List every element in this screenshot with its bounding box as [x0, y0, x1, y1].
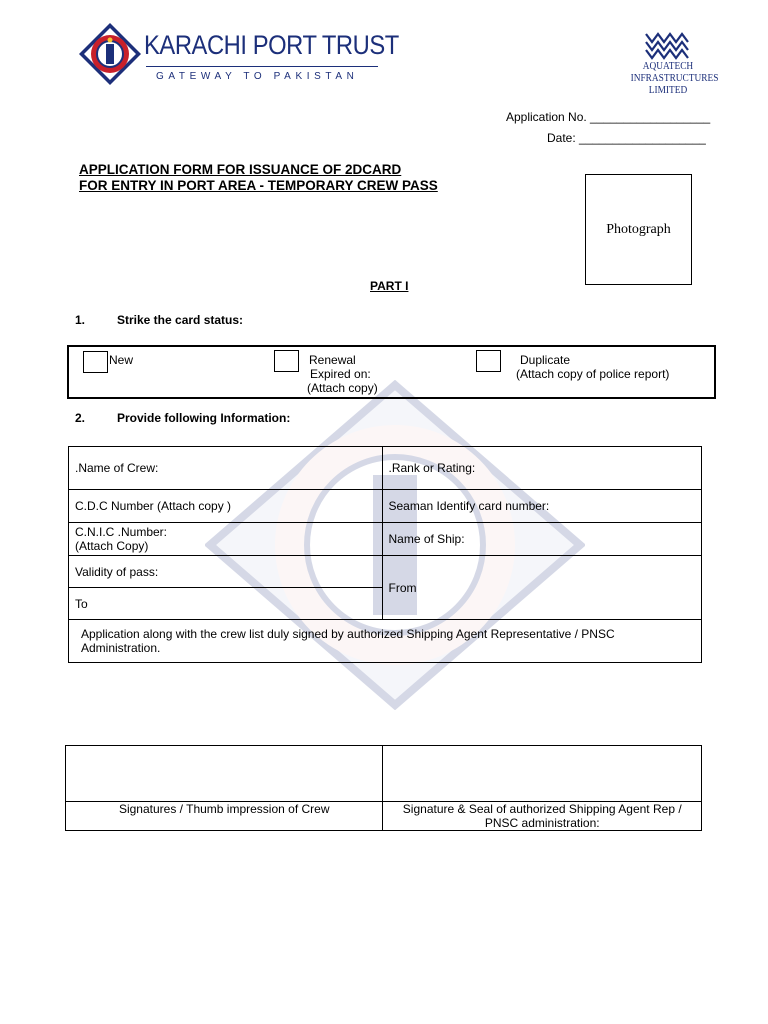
section-2-label: Provide following Information: — [117, 411, 291, 425]
kpt-logo-icon — [78, 22, 142, 86]
aquatech-logo-icon — [644, 30, 690, 60]
rank-field[interactable]: .Rank or Rating: — [382, 447, 702, 490]
crew-signature-box[interactable] — [66, 746, 383, 802]
renewal-option-label — [309, 353, 356, 367]
renewal-attach-label: (Attach copy) — [307, 381, 378, 395]
ship-name-field[interactable]: Name of Ship: — [382, 523, 702, 556]
partner-line-2: INFRASTRUCTURES — [630, 72, 719, 84]
application-number-field[interactable]: Application No. __________________ — [506, 110, 711, 124]
form-title-line-1: APPLICATION FORM FOR ISSUANCE OF 2DCARD — [79, 162, 402, 177]
agent-signature-line-1: Signature & Seal of authorized Shipping Agent Rep / — [402, 802, 682, 816]
crew-list-note: Application along with the crew list duly signed by authorized Shipping Agent Representative / PNSC Administration. — [69, 620, 702, 663]
date-field[interactable]: Date: ___________________ — [547, 131, 706, 145]
name-of-crew-field[interactable]: .Name of Crew: — [69, 447, 383, 490]
section-2-number: 2. — [75, 411, 86, 425]
agent-signature-box[interactable] — [383, 746, 702, 802]
renewal-expired-label: Expired on: — [310, 367, 371, 381]
partner-line-1: AQUATECH — [642, 60, 694, 72]
card-status-box — [67, 345, 716, 399]
photograph-label: Photograph — [606, 221, 671, 237]
agent-signature-line-2: PNSC administration: — [484, 816, 600, 830]
part-heading: PART I — [370, 279, 409, 293]
new-checkbox[interactable] — [83, 351, 108, 373]
duplicate-checkbox[interactable] — [476, 350, 501, 372]
photograph-box[interactable] — [585, 174, 692, 285]
section-1-number: 1. — [75, 313, 86, 327]
partner-line-3: LIMITED — [648, 84, 688, 96]
from-field[interactable]: From — [382, 556, 702, 620]
cnic-field[interactable] — [69, 523, 383, 556]
form-title — [79, 162, 438, 194]
cdc-number-field[interactable]: C.D.C Number (Attach copy ) — [69, 490, 383, 523]
org-name: KARACHI PORT TRUST — [144, 30, 399, 60]
header-rule — [146, 66, 378, 67]
cnic-label: C.N.I.C .Number: — [75, 525, 168, 539]
duplicate-label: Duplicate — [520, 353, 571, 367]
cnic-attach-label: (Attach Copy) — [75, 539, 149, 553]
org-tagline: GATEWAY TO PAKISTAN — [156, 71, 359, 82]
crew-info-table — [68, 446, 702, 663]
validity-field[interactable]: Validity of pass: — [69, 556, 383, 588]
signature-table — [65, 745, 702, 831]
crew-signature-label: Signatures / Thumb impression of Crew — [66, 802, 383, 831]
agent-signature-label — [383, 802, 702, 831]
section-1-label: Strike the card status: — [117, 313, 244, 327]
duplicate-attach-label: (Attach copy of police report) — [516, 367, 670, 381]
new-option-label: New — [109, 353, 134, 367]
form-title-line-2: FOR ENTRY IN PORT AREA - TEMPORARY CREW PASS — [79, 178, 438, 193]
seaman-id-field[interactable]: Seaman Identify card number: — [382, 490, 702, 523]
partner-name — [630, 60, 719, 96]
renewal-checkbox[interactable] — [274, 350, 299, 372]
to-field[interactable]: To — [69, 588, 383, 620]
renewal-label: Renewal — [309, 353, 356, 367]
